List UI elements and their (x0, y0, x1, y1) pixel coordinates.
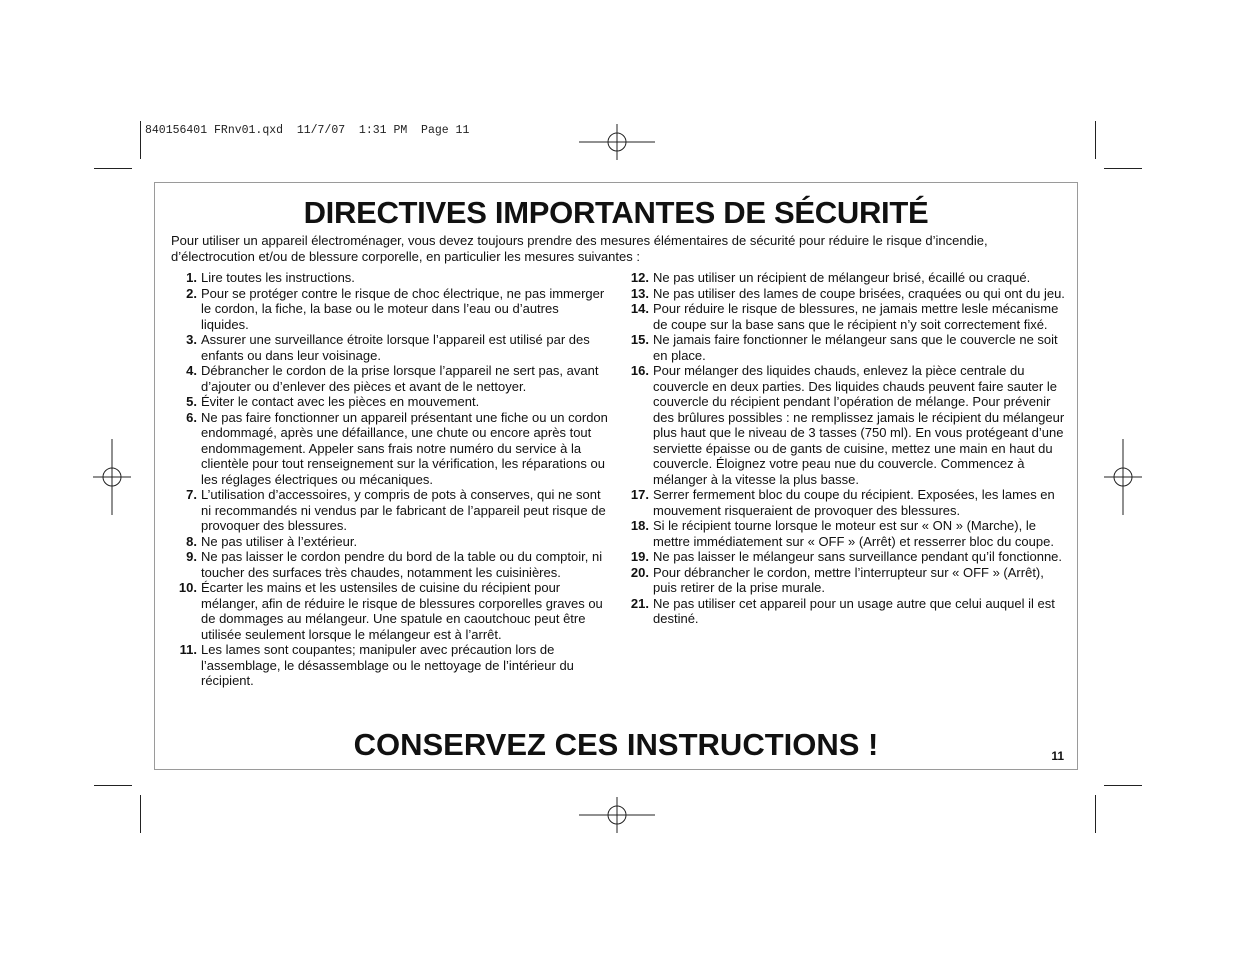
item-text: Ne pas laisser le mélangeur sans surveillance pendant qu’il fonctionne. (653, 549, 1063, 564)
item-text: Ne pas utiliser cet appareil pour un usage autre que celui auquel il est destiné. (653, 595, 1055, 626)
registration-mark-top-icon (579, 124, 655, 160)
item-number: 1. (186, 270, 197, 285)
crop-mark-bottom-right-vertical (1095, 795, 1096, 833)
item-number: 14. (630, 301, 649, 316)
item-text: Ne jamais faire fonctionner le mélangeur sans que le couvercle ne soit en place. (653, 332, 1058, 363)
list-item (621, 518, 1067, 549)
list-item (169, 286, 610, 333)
item-number: 2. (186, 285, 197, 301)
item-number: 9. (186, 549, 197, 564)
crop-mark-bottom-left-vertical (140, 795, 141, 833)
instructions-list-left (169, 270, 610, 689)
printer-slug: 840156401 FRnv01.qxd 11/7/07 1:31 PM Page 11 (145, 124, 470, 137)
list-item (169, 270, 610, 286)
item-text: Ne pas utiliser un récipient de mélangeur brisé, écaillé ou craqué. (653, 270, 1031, 285)
list-item (621, 363, 1067, 487)
list-item (169, 394, 610, 410)
list-item (621, 487, 1067, 518)
item-number: 21. (630, 595, 649, 611)
item-text: Ne pas faire fonctionner un appareil présentant une fiche ou un cordon endommagé, après une défaillance, une chute ou encore après tout endommagement. Appeler sans frais notre numéro du service à la clientèle pour tout renseignement sur la vérification, les réparations ou les réglages électriques ou mécaniques. (201, 409, 608, 487)
item-number: 3. (186, 332, 197, 347)
item-number: 17. (630, 487, 649, 502)
crop-mark-top-left-horizontal (94, 168, 132, 169)
list-item (169, 534, 610, 550)
list-item (621, 549, 1067, 565)
list-item (621, 301, 1067, 332)
registration-mark-bottom-icon (579, 797, 655, 833)
item-number: 12. (630, 270, 649, 285)
item-text: Pour se protéger contre le risque de choc électrique, ne pas immerger le cordon, la fiche, la base ou le moteur dans l’eau ou d’autres liquides. (201, 285, 605, 332)
item-text: Ne pas utiliser à l’extérieur. (201, 533, 358, 549)
item-text: Pour débrancher le cordon, mettre l’interrupteur sur « OFF » (Arrêt), puis retirer de la prise murale. (653, 564, 1044, 595)
item-number: 19. (630, 549, 649, 564)
crop-mark-top-left-vertical (140, 121, 141, 159)
list-item (621, 286, 1067, 302)
item-number: 10. (178, 580, 197, 595)
item-text: Pour réduire le risque de blessures, ne jamais mettre lesle mécanisme de coupe sur la base sans que le récipient n’y soit correctement fixé. (653, 301, 1059, 332)
item-number: 4. (186, 363, 197, 378)
list-item (169, 332, 610, 363)
item-text: Ne pas utiliser des lames de coupe brisées, craquées ou qui ont du jeu. (653, 285, 1065, 301)
list-item (621, 332, 1067, 363)
footer-title: CONSERVEZ CES INSTRUCTIONS ! (353, 727, 879, 762)
safety-panel (154, 182, 1078, 770)
list-item (621, 596, 1067, 627)
crop-mark-top-right-vertical (1095, 121, 1096, 159)
item-number: 16. (630, 363, 649, 378)
list-item (169, 363, 610, 394)
registration-mark-left-icon (93, 439, 131, 515)
item-text: Ne pas laisser le cordon pendre du bord de la table ou du comptoir, ni toucher des surfaces très chaudes, notamment les cuisinières. (201, 549, 603, 580)
item-number: 5. (186, 394, 197, 409)
list-item (169, 410, 610, 488)
registration-mark-right-icon (1104, 439, 1142, 515)
item-text: Assurer une surveillance étroite lorsque l’appareil est utilisé par des enfants ou dans leur voisinage. (201, 332, 590, 363)
page-title: DIRECTIVES IMPORTANTES DE SÉCURITÉ (303, 195, 929, 230)
item-text: Si le récipient tourne lorsque le moteur est sur « ON » (Marche), le mettre immédiatement sur « OFF » (Arrêt) et resserrer bloc du coupe. (653, 518, 1054, 549)
list-item (621, 565, 1067, 596)
list-item (169, 642, 610, 689)
list-item (169, 549, 610, 580)
intro-paragraph: Pour utiliser un appareil électroménager, vous devez toujours prendre des mesures élémentaires de sécurité pour réduire le risque d’incendie, d’électrocution et/ou de blessure corporelle, en particulier les mesures suivantes : (171, 233, 988, 264)
item-number: 15. (630, 332, 649, 347)
item-text: Débrancher le cordon de la prise lorsque l’appareil ne sert pas, avant d’ajouter ou d’enlever des pièces et avant de le nettoyer. (201, 363, 599, 394)
item-text: Serrer fermement bloc du coupe du récipient. Exposées, les lames en mouvement risqueraient de provoquer des blessures. (653, 487, 1055, 518)
list-item (621, 270, 1067, 286)
item-text: Lire toutes les instructions. (201, 270, 355, 285)
item-number: 20. (630, 564, 649, 580)
item-text: Les lames sont coupantes; manipuler avec précaution lors de l’assemblage, le désassemblage ou le nettoyage de l’intérieur du récipient. (201, 642, 574, 688)
page-number: 11 (1051, 749, 1064, 763)
crop-mark-top-right-horizontal (1104, 168, 1142, 169)
instructions-list-right (621, 270, 1067, 627)
item-number: 11. (179, 642, 197, 657)
item-number: 13. (630, 285, 649, 301)
item-number: 6. (186, 409, 197, 425)
item-number: 18. (630, 518, 649, 533)
item-text: Pour mélanger des liquides chauds, enlevez la pièce centrale du couvercle en deux parties. Des liquides chauds peuvent faire sauter le couvercle du récipient pendant l’opération de mélange. Pour prévenir des brûlures possibles : ne remplissez jamais le récipient du mélangeur plus haut que le niveau de 3 tasses (750 ml). En vous protégeant d’une serviette épaisse ou de gants de cuisine, mettez une main en haut du couvercle. Éloignez votre peau nue du couvercle. Commencez à mélanger à la vitesse la plus basse. (653, 363, 1065, 487)
item-number: 7. (186, 487, 197, 502)
item-text: Écarter les mains et les ustensiles de cuisine du récipient pour mélanger, afin de réduire le risque de blessures corporelles graves ou de dommages au mélangeur. Une spatule en caoutchouc peut être utilisée seulement lorsque le mélangeur est à l’arrêt. (201, 580, 603, 642)
item-text: L’utilisation d’accessoires, y compris de pots à conserves, qui ne sont ni recommandés ni vendus par le fabricant de l’appareil peut risque de provoquer des blessures. (201, 487, 606, 533)
item-text: Éviter le contact avec les pièces en mouvement. (201, 394, 480, 409)
crop-mark-bottom-right-horizontal (1104, 785, 1142, 786)
list-item (169, 487, 610, 534)
crop-mark-bottom-left-horizontal (94, 785, 132, 786)
item-number: 8. (186, 533, 197, 549)
list-item (169, 580, 610, 642)
